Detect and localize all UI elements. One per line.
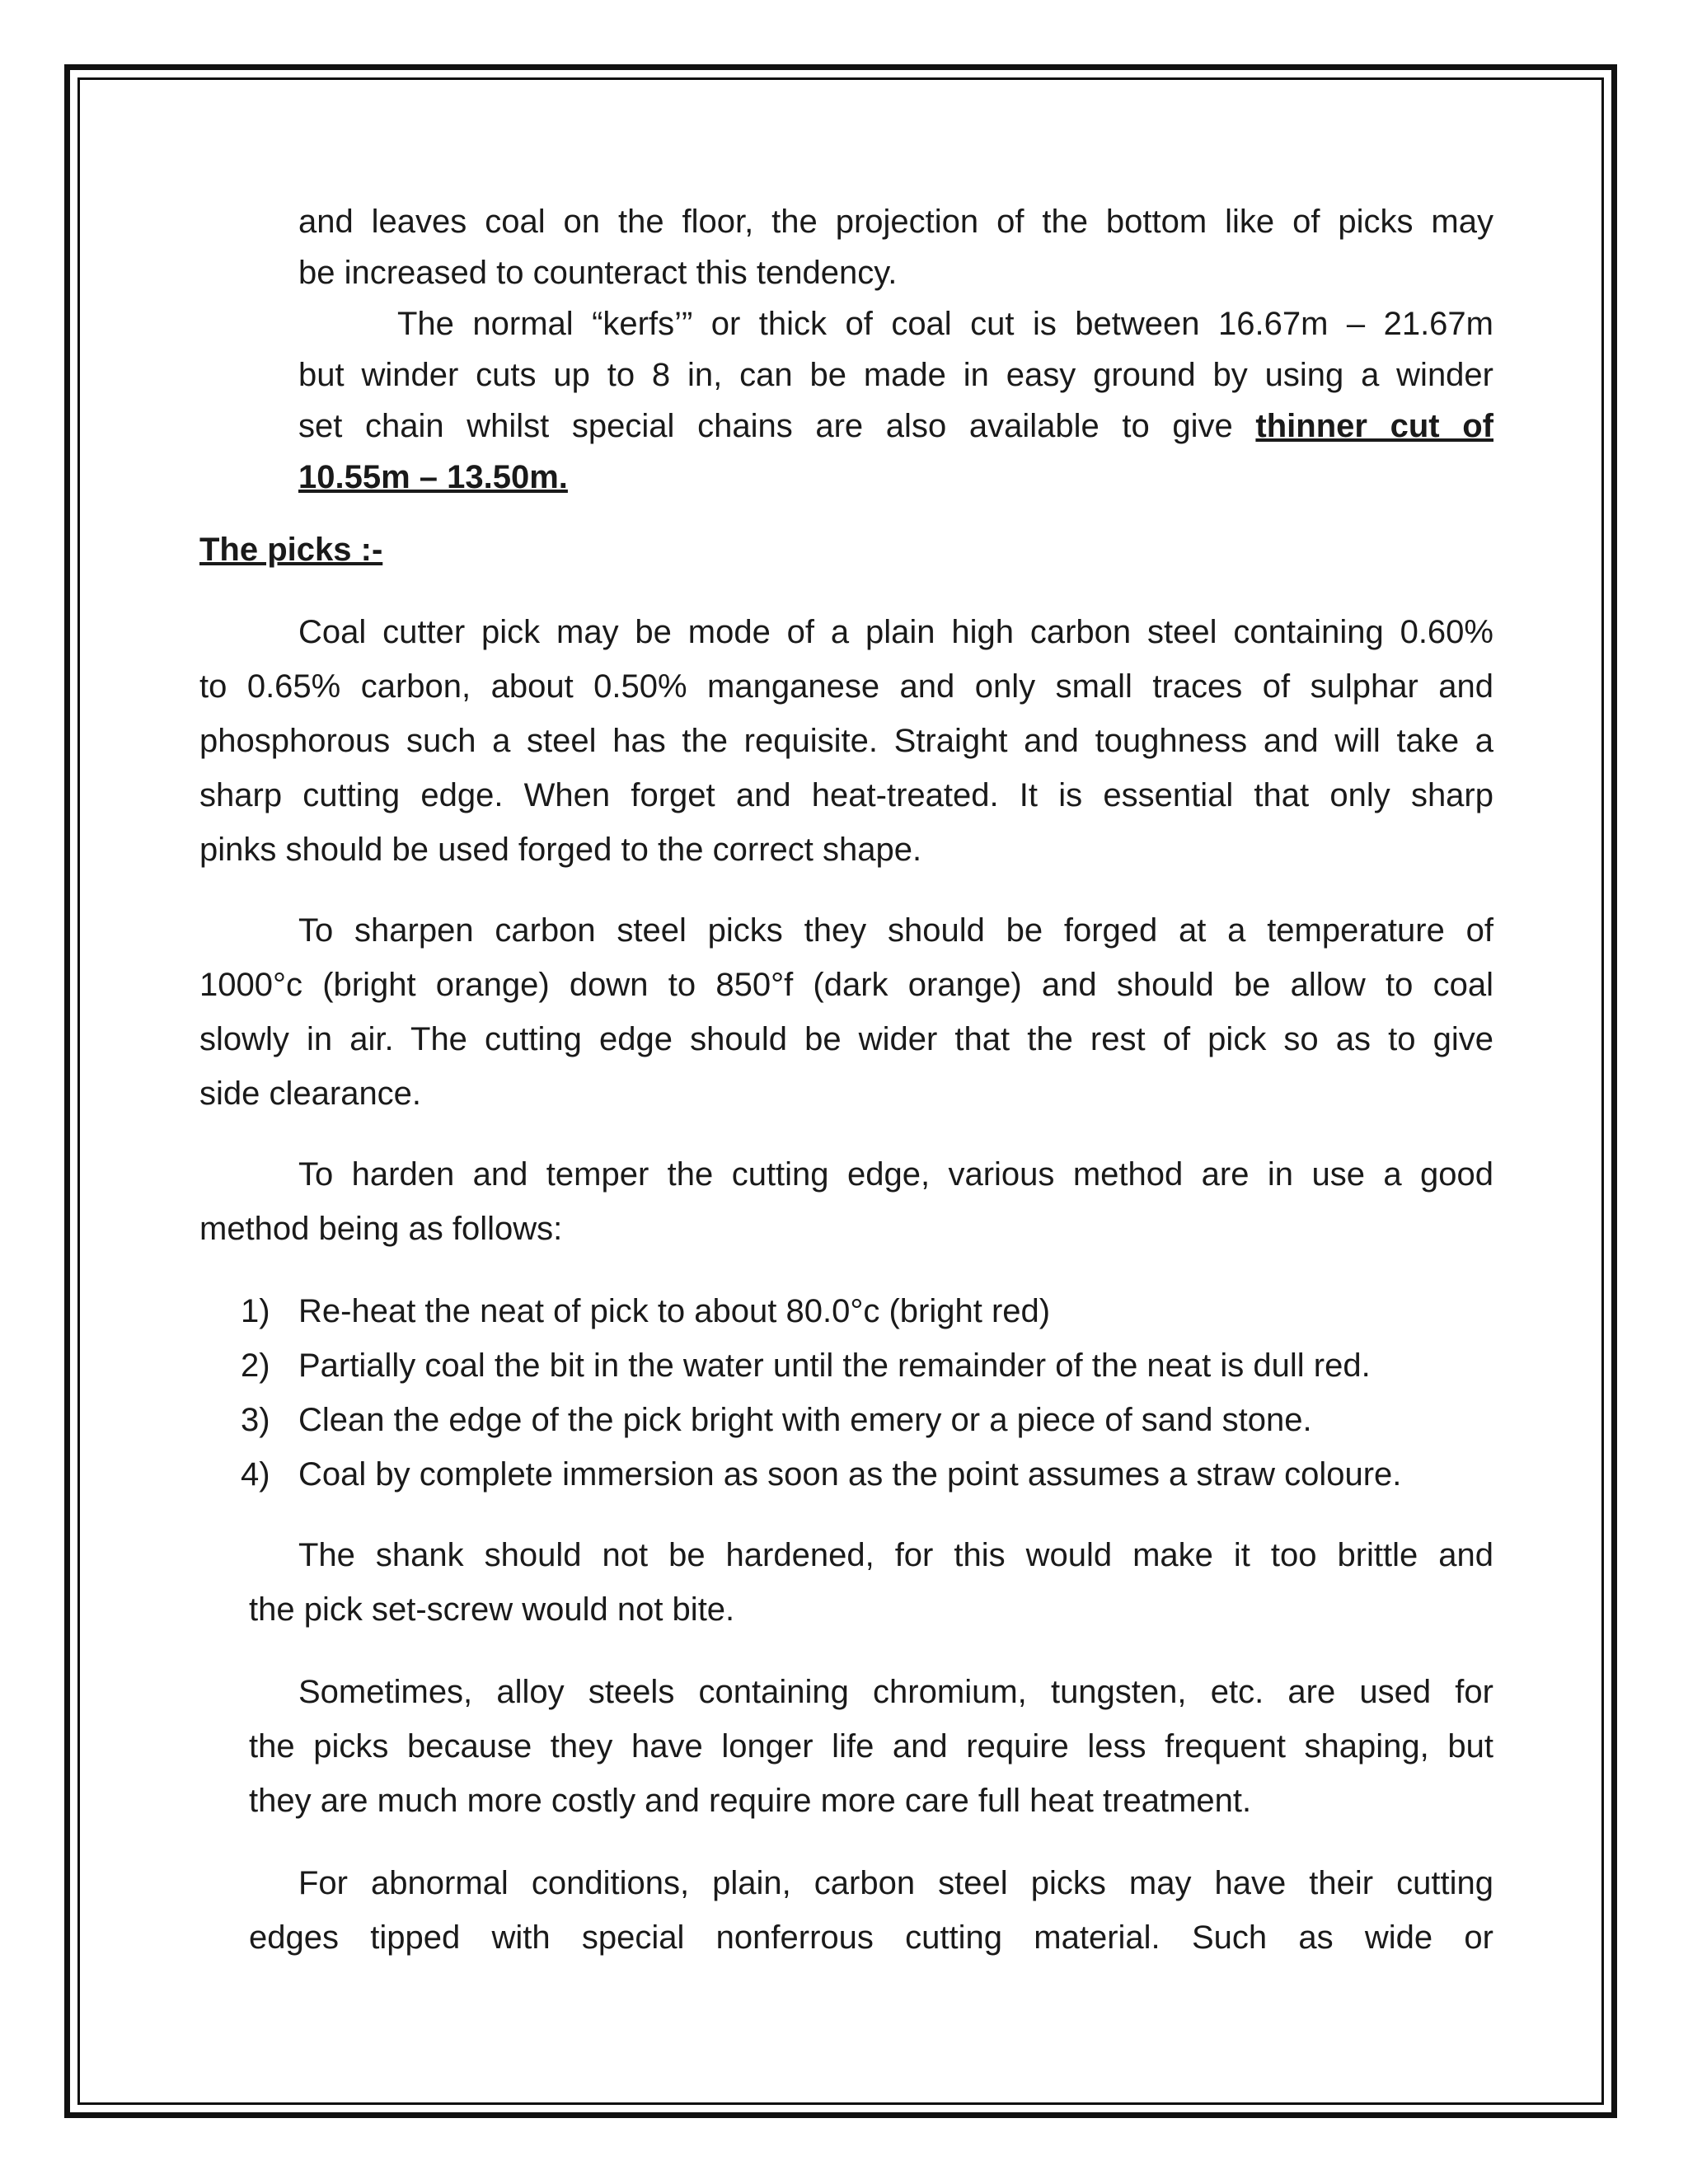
paragraph-line — [298, 401, 1493, 452]
list-item — [241, 1284, 1493, 1338]
paragraph-line: the picks because they have longer life and require less frequent shaping, but — [249, 1728, 1493, 1765]
paragraph-line: to 0.65% carbon, about 0.50% manganese and only small traces of sulphar and — [199, 668, 1493, 705]
list-number: 4) — [241, 1456, 270, 1493]
paragraph-line — [298, 452, 1493, 503]
list-item-text: Re-heat the neat of pick to about 80.0°c (bright red) — [298, 1293, 1051, 1329]
paragraph-line: side clearance. — [199, 1076, 422, 1112]
list-item — [241, 1393, 1493, 1447]
list-item-text: Coal by complete immersion as soon as the point assumes a straw coloure. — [298, 1456, 1402, 1493]
paragraph-line: To sharpen carbon steel picks they should be forged at a temperature of — [298, 912, 1493, 949]
paragraph-line: sharp cutting edge. When forget and heat-treated. It is essential that only sharp — [199, 777, 1493, 813]
paragraph-line: Sometimes, alloy steels containing chromium, tungsten, etc. are used for — [298, 1674, 1493, 1710]
list-item-text: Partially coal the bit in the water until the remainder of the neat is dull red. — [298, 1347, 1371, 1384]
paragraph-line: 1000°c (bright orange) down to 850°f (dark orange) and should be allow to coal — [199, 967, 1493, 1003]
section-heading: The picks :- — [199, 532, 383, 568]
paragraph-line: phosphorous such a steel has the requisite. Straight and toughness and will take a — [199, 723, 1493, 759]
paragraph-line: The normal “kerfs’” or thick of coal cut is between 16.67m – 21.67m — [397, 306, 1493, 342]
paragraph-line: slowly in air. The cutting edge should be wider that the rest of pick so as to give — [199, 1021, 1493, 1057]
list-number: 1) — [241, 1293, 270, 1329]
paragraph-line: Coal cutter pick may be mode of a plain high carbon steel containing 0.60% — [298, 614, 1493, 650]
paragraph-text: set chain whilst special chains are also available to give — [298, 408, 1233, 444]
paragraph-line: method being as follows: — [199, 1211, 563, 1247]
list-item — [241, 1338, 1493, 1393]
list-item — [241, 1447, 1493, 1502]
paragraph-line: The shank should not be hardened, for this would make it too brittle and — [298, 1537, 1493, 1573]
emphasized-text: 10.55m – 13.50m. — [298, 459, 568, 495]
paragraph-line: To harden and temper the cutting edge, various method are in use a good — [298, 1156, 1493, 1193]
paragraph-line: the pick set-screw would not bite. — [249, 1591, 735, 1628]
numbered-list — [241, 1284, 1493, 1502]
paragraph-line: edges tipped with special nonferrous cutting material. Such as wide or — [249, 1919, 1493, 1956]
list-item-text: Clean the edge of the pick bright with emery or a piece of sand stone. — [298, 1402, 1312, 1438]
paragraph-line: For abnormal conditions, plain, carbon steel picks may have their cutting — [298, 1865, 1493, 1901]
list-number: 2) — [241, 1347, 270, 1384]
paragraph-line: and leaves coal on the floor, the projection of the bottom like of picks may — [298, 204, 1493, 240]
paragraph-line: they are much more costly and require more care full heat treatment. — [249, 1783, 1252, 1819]
paragraph-line: pinks should be used forged to the correct shape. — [199, 832, 922, 868]
paragraph-line: be increased to counteract this tendency. — [298, 255, 898, 291]
emphasized-text: thinner cut of — [1255, 408, 1493, 444]
paragraph-line: but winder cuts up to 8 in, can be made in easy ground by using a winder — [298, 357, 1493, 393]
list-number: 3) — [241, 1402, 270, 1438]
